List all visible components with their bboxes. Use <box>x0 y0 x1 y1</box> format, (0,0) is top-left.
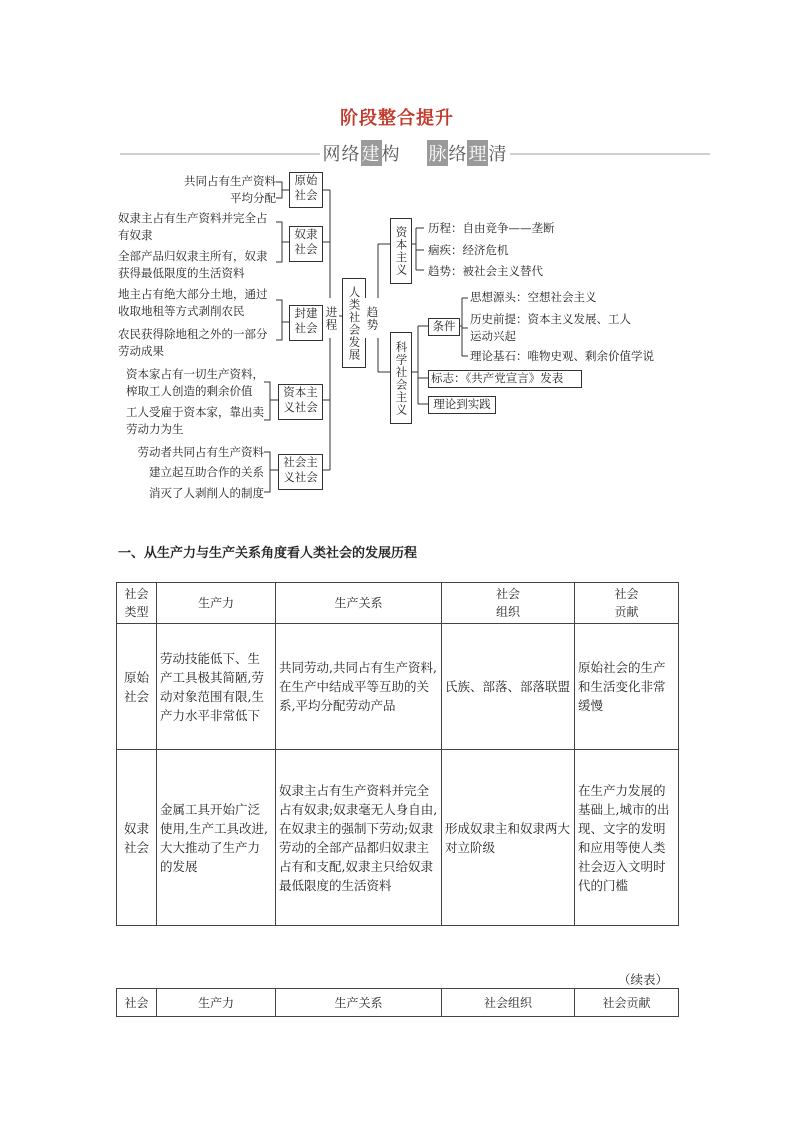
socialism-box: 科学社会主义 <box>390 332 412 424</box>
stage1-item: 共同占有生产资料 <box>184 174 276 188</box>
col-header: 社会 组织 <box>442 583 575 624</box>
capitalism-box: 资本主义 <box>390 218 412 284</box>
col-header: 生产力 <box>157 989 276 1017</box>
stage5-item: 劳动者共同占有生产资料 <box>137 445 264 459</box>
table-cell: 氏族、部落、部落联盟 <box>442 624 575 750</box>
capitalism-item: 历程：自由竞争——垄断 <box>428 221 555 235</box>
society-table <box>116 582 679 926</box>
trend-label: 趋势 <box>365 298 379 338</box>
col-header: 社会 <box>117 989 157 1017</box>
stage-box-primitive: 原始 社会 <box>289 172 323 208</box>
table-cell: 共同劳动,共同占有生产资料,在生产中结成平等互助的关系,平均分配劳动产品 <box>276 624 442 750</box>
stage3-item: 地主占有绝大部分土地，通过收取地租等方式剥削农民 <box>118 287 268 318</box>
condition-item: 思想源头：空想社会主义 <box>470 290 597 304</box>
process-label: 进程 <box>323 298 339 338</box>
col-header: 社会类型 <box>117 583 157 624</box>
table-cell: 奴隶主占有生产资料并完全占有奴隶;奴隶毫无人身自由,在奴隶主的强制下劳动;奴隶劳动的全部产品都归奴隶主占有和支配,奴隶主只给奴隶最低限度的生活资料 <box>276 750 442 926</box>
band-rule-right <box>510 153 710 155</box>
page-title: 阶段整合提升 <box>340 108 454 129</box>
stage4-item: 工人受雇于资本家，靠出卖劳动力为生 <box>126 405 264 436</box>
table-cell: 在生产力发展的基础上,城市的出现、文字的发明和应用等使人类社会迈入文明时代的门槛 <box>575 750 679 926</box>
practice-box: 理论到实践 <box>428 396 496 414</box>
table-cell: 形成奴隶主和奴隶两大对立阶级 <box>442 750 575 926</box>
condition-box: 条件 <box>428 318 460 336</box>
section-band <box>120 138 710 168</box>
stage2-item: 全部产品归奴隶主所有，奴隶获得最低限度的生活资料 <box>118 249 268 280</box>
table-cell: 奴隶社会 <box>117 750 157 926</box>
society-table-continued <box>116 988 679 1017</box>
stage2-item: 奴隶主占有生产资料并完全占有奴隶 <box>118 211 268 242</box>
condition-item: 理论基石：唯物史观、剩余价值学说 <box>470 349 654 363</box>
table-row <box>117 750 679 926</box>
band-rule-left <box>120 153 320 155</box>
stage3-item: 农民获得除地租之外的一部分劳动成果 <box>118 327 268 358</box>
capitalism-item: 痼疾：经济危机 <box>428 243 509 257</box>
condition-item: 历史前提：资本主义发展、工人运动兴起 <box>470 312 631 343</box>
stage-box-feudal: 封建 社会 <box>289 305 323 341</box>
center-box: 人类社会发展 <box>342 278 366 368</box>
col-header: 生产关系 <box>276 989 442 1017</box>
stage5-item: 消灭了人剥削人的制度 <box>149 486 264 500</box>
stage-box-capitalist: 资本主 义社会 <box>278 384 323 420</box>
table-cell: 金属工具开始广泛使用,生产工具改进,大大推动了生产力的发展 <box>157 750 276 926</box>
stage1-item: 平均分配 <box>230 191 276 205</box>
table-header-row <box>117 583 679 624</box>
col-header: 社会 贡献 <box>575 583 679 624</box>
col-header: 社会贡献 <box>575 989 679 1017</box>
table-cell: 劳动技能低下、生产工具极其简陋,劳动对象范围有限,生产力水平非常低下 <box>157 624 276 750</box>
table-cell: 原始社会的生产和生活变化非常缓慢 <box>575 624 679 750</box>
col-header: 生产关系 <box>276 583 442 624</box>
capitalism-item: 趋势：被社会主义替代 <box>428 264 543 278</box>
manifesto-box: 标志：《共产党宣言》发表 <box>428 370 582 388</box>
table-row <box>117 624 679 750</box>
col-header: 生产力 <box>157 583 276 624</box>
col-header: 社会组织 <box>442 989 575 1017</box>
stage4-item: 资本家占有一切生产资料，榨取工人创造的剩余价值 <box>126 367 264 398</box>
table-cell: 原始社会 <box>117 624 157 750</box>
band-text: 网络建构 脉络理清 <box>320 140 510 166</box>
stage5-item: 建立起互助合作的关系 <box>149 465 264 479</box>
table-header-row <box>117 989 679 1017</box>
section-heading: 一、从生产力与生产关系角度看人类社会的发展历程 <box>118 546 418 561</box>
stage-box-socialist: 社会主 义社会 <box>278 454 323 490</box>
continued-label: （续表） <box>617 972 668 987</box>
stage-box-slave: 奴隶 社会 <box>289 226 323 262</box>
